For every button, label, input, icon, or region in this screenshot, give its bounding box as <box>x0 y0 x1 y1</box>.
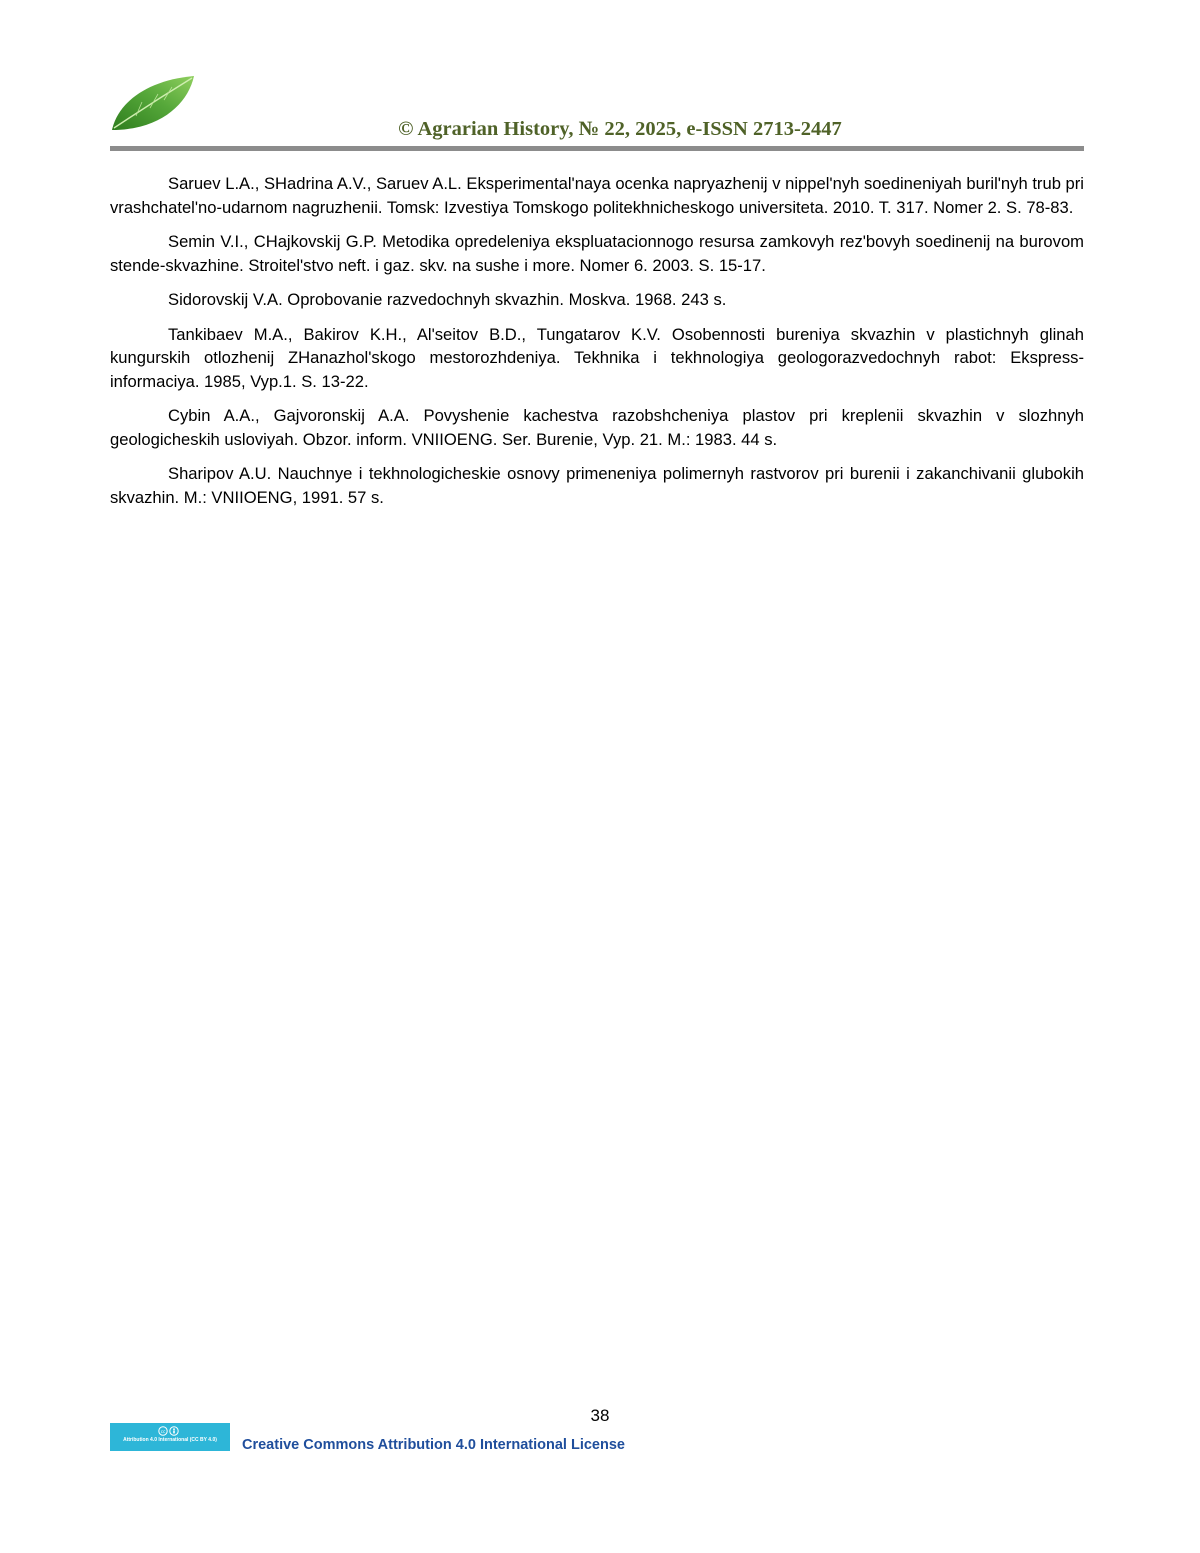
cc-by-icon <box>157 1426 183 1436</box>
journal-header-title: © Agrarian History, № 22, 2025, e-ISSN 2713-2447 <box>398 118 842 140</box>
reference-item: Cybin A.A., Gajvoronskij A.A. Povyshenie kachestva razobshcheniya plastov pri kreplenii skvazhin v slozhnyh geologicheskih usloviyah. Obzor. inform. VNIIOENG. Ser. Burenie, Vyp. 21. M.: 1983. 44 s. <box>110 406 1084 449</box>
cc-badge-label: Attribution 4.0 International (CC BY 4.0) <box>123 1437 217 1443</box>
license-link[interactable]: Creative Commons Attribution 4.0 International License <box>242 1437 625 1453</box>
header-divider <box>110 146 1084 151</box>
reference-item: Sidorovskij V.A. Oprobovanie razvedochnyh skvazhin. Moskva. 1968. 243 s. <box>168 290 727 309</box>
reference-item: Semin V.I., CHajkovskij G.P. Metodika opredeleniya ekspluatacionnogo resursa zamkovyh rez'bovyh soedinenij na burovom stende-skvazhine. Stroitel'stvo neft. i gaz. skv. na sushe i more. Nomer 6. 2003. S. 15-17. <box>110 232 1084 275</box>
page-number: 38 <box>590 1406 610 1425</box>
reference-item: Tankibaev M.A., Bakirov K.H., Al'seitov B.D., Tungatarov K.V. Osobennosti bureniya skvazhin v plastichnyh glinah kungurskih otlozhenij ZHanazhol'skogo mestorozhdeniya. Tekhnika i tekhnologiya geologorazvedochnyh rabot: Ekspress-informaciya. 1985, Vyp.1. S. 13-22. <box>110 324 1084 391</box>
leaf-icon <box>108 74 198 134</box>
cc-license-badge[interactable] <box>110 1423 230 1451</box>
reference-item: Saruev L.A., SHadrina A.V., Saruev A.L. Eksperimental'naya ocenka napryazhenij v nippel'nyh soedineniyah buril'nyh trub pri vrashchatel'no-udarnom nagruzhenii. Tomsk: Izvestiya Tomskogo politekhnicheskogo universiteta. 2010. T. 317. Nomer 2. S. 78-83. <box>110 174 1084 217</box>
reference-list <box>110 172 1084 520</box>
reference-item: Sharipov A.U. Nauchnye i tekhnologicheskie osnovy primeneniya polimernyh rastvorov pri burenii i zakanchivanii glubokih skvazhin. M.: VNIIOENG, 1991. 57 s. <box>110 464 1084 507</box>
svg-text:cc: cc <box>160 1428 166 1434</box>
